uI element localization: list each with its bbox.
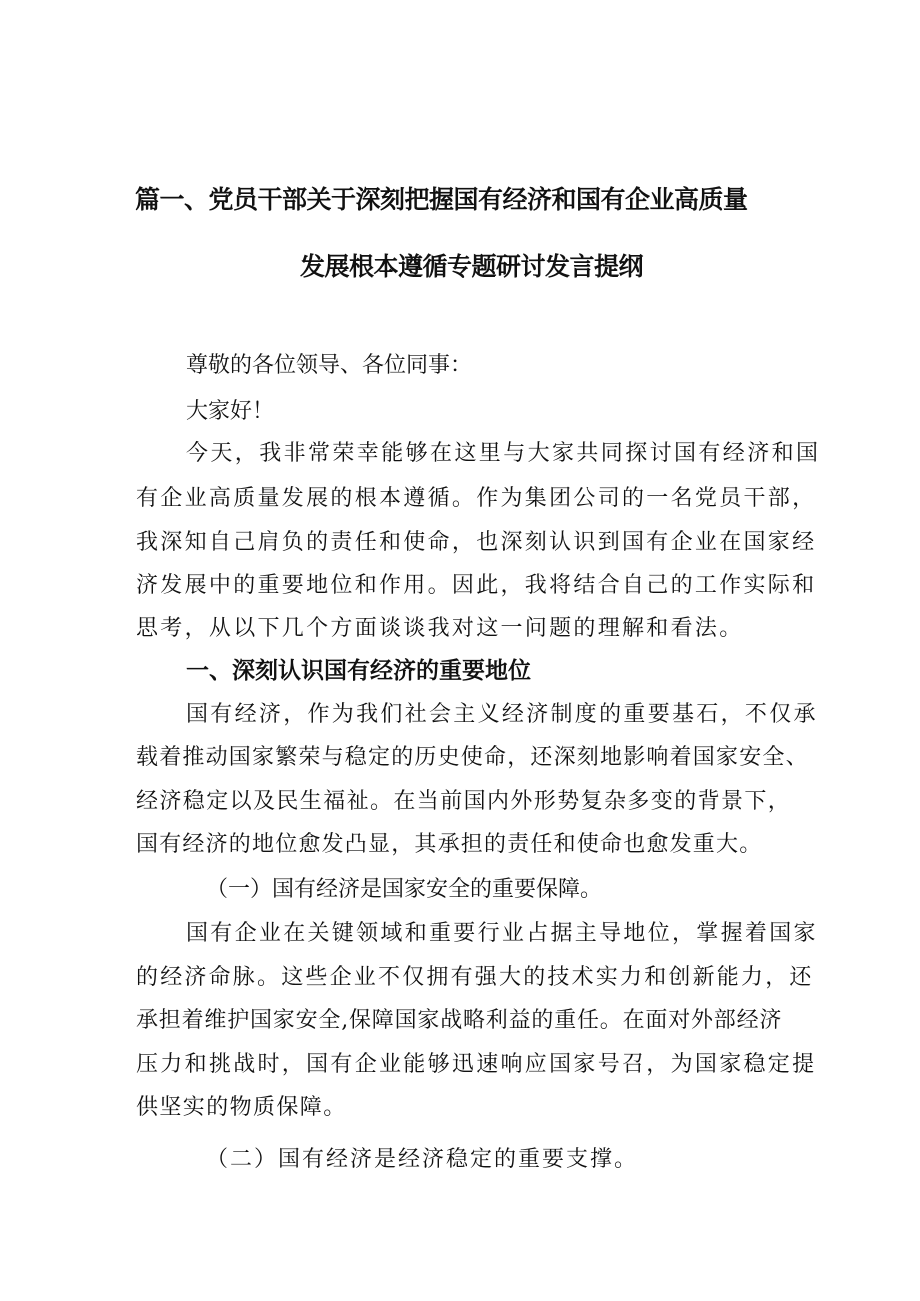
sub1-paragraph-line: 压力和挑战时，国有企业能够迅速响应国家号召，为国家稳定提: [136, 1052, 817, 1077]
section1-paragraph-line: 国有经济的地位愈发凸显，其承担的责任和使命也愈发重大。: [136, 832, 763, 857]
sub1-paragraph-line: 承担着维护国家安全,保障国家战略利益的重任。在面对外部经济: [136, 1008, 783, 1033]
intro-paragraph-line: 思考，从以下几个方面谈谈我对这一问题的理解和看法。: [136, 616, 744, 641]
subsection-heading: （一）国有经济是国家安全的重要保障。: [206, 877, 603, 902]
section-heading: 一、深刻认识国有经济的重要地位: [186, 658, 531, 684]
sub1-paragraph-line: 国有企业在关键领域和重要行业占据主导地位，掌握着国家: [186, 921, 818, 946]
document-title-line-1: 篇一、党员干部关于深刻把握国有经济和国有企业高质量: [135, 185, 748, 214]
intro-paragraph-line: 济发展中的重要地位和作用。因此，我将结合自己的工作实际和: [136, 573, 817, 598]
intro-paragraph-line: 今天，我非常荣幸能够在这里与大家共同探讨国有经济和国: [186, 441, 821, 466]
greeting: 大家好！: [186, 399, 275, 424]
document-title-line-2: 发展根本遵循专题研讨发言提纲: [300, 252, 644, 281]
salutation: 尊敬的各位领导、各位同事：: [186, 353, 473, 378]
intro-paragraph-line: 有企业高质量发展的根本遵循。作为集团公司的一名党员干部，: [136, 486, 817, 511]
section1-paragraph-line: 经济稳定以及民生福祉。在当前国内外形势复杂多变的背景下，: [136, 789, 792, 814]
sub1-paragraph-line: 的经济命脉。这些企业不仅拥有强大的技术实力和创新能力，还: [136, 965, 814, 990]
subsection-heading: （二）国有经济是经济稳定的重要支撑。: [206, 1147, 639, 1172]
section1-paragraph-line: 载着推动国家繁荣与稳定的历史使命，还深刻地影响着国家安全、: [136, 745, 809, 770]
sub1-paragraph-line: 供坚实的物质保障。: [136, 1095, 347, 1120]
section1-paragraph-line: 国有经济，作为我们社会主义经济制度的重要基石，不仅承: [186, 702, 818, 727]
intro-paragraph-line: 我深知自己肩负的责任和使命，也深刻认识到国有企业在国家经: [136, 530, 817, 555]
